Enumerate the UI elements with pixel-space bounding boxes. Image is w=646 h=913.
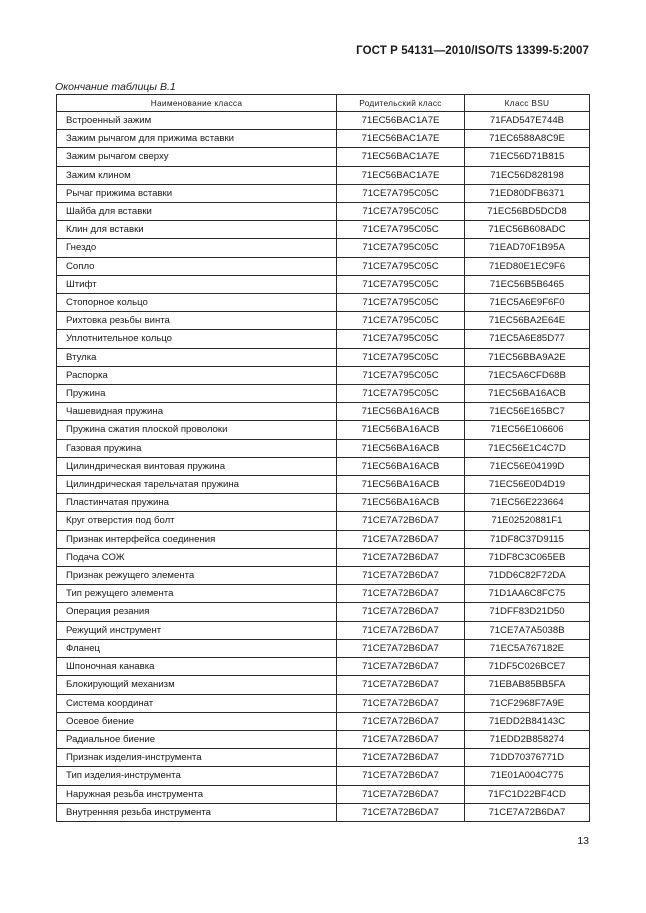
cell-parent-class: 71CE7A795C05C [337, 203, 465, 221]
cell-class-name: Внутренняя резьба инструмента [57, 803, 337, 821]
cell-class-name: Признак изделия-инструмента [57, 749, 337, 767]
cell-class-name: Круг отверстия под болт [57, 512, 337, 530]
cell-bsu-class: 71EC56BBA9A2E [465, 348, 590, 366]
cell-bsu-class: 71DF8C37D9115 [465, 530, 590, 548]
cell-bsu-class: 71EC56E106606 [465, 421, 590, 439]
cell-bsu-class: 71FAD547E744B [465, 112, 590, 130]
cell-bsu-class: 71EC56D828198 [465, 166, 590, 184]
table-row [57, 457, 590, 475]
cell-parent-class: 71CE7A72B6DA7 [337, 749, 465, 767]
cell-parent-class: 71CE7A72B6DA7 [337, 694, 465, 712]
table-row [57, 603, 590, 621]
table-row [57, 785, 590, 803]
cell-class-name: Штифт [57, 275, 337, 293]
cell-class-name: Тип режущего элемента [57, 585, 337, 603]
cell-bsu-class: 71E02520881F1 [465, 512, 590, 530]
cell-class-name: Осевое биение [57, 712, 337, 730]
cell-bsu-class: 71DF8C3C065EB [465, 548, 590, 566]
cell-class-name: Шпоночная канавка [57, 658, 337, 676]
column-header-parent-class: Родительский класс [337, 95, 465, 112]
table-row [57, 221, 590, 239]
cell-bsu-class: 71CE7A7A5038B [465, 621, 590, 639]
table-row [57, 567, 590, 585]
table-row [57, 166, 590, 184]
cell-parent-class: 71CE7A72B6DA7 [337, 639, 465, 657]
cell-bsu-class: 71ED80E1EC9F6 [465, 257, 590, 275]
cell-class-name: Фланец [57, 639, 337, 657]
cell-class-name: Рычаг прижима вставки [57, 184, 337, 202]
cell-parent-class: 71CE7A72B6DA7 [337, 658, 465, 676]
table-row [57, 421, 590, 439]
cell-bsu-class: 71DD6C82F72DA [465, 567, 590, 585]
cell-class-name: Подача СОЖ [57, 548, 337, 566]
cell-parent-class: 71EC56BAC1A7E [337, 130, 465, 148]
cell-bsu-class: 71EC56B5B6465 [465, 275, 590, 293]
table-row [57, 403, 590, 421]
cell-class-name: Втулка [57, 348, 337, 366]
table-row [57, 621, 590, 639]
table-row [57, 676, 590, 694]
cell-class-name: Блокирующий механизм [57, 676, 337, 694]
table-row [57, 330, 590, 348]
cell-class-name: Сопло [57, 257, 337, 275]
cell-bsu-class: 71EC56BA16ACB [465, 385, 590, 403]
cell-parent-class: 71EC56BAC1A7E [337, 148, 465, 166]
table-row [57, 730, 590, 748]
cell-bsu-class: 71EC6588A8C9E [465, 130, 590, 148]
cell-parent-class: 71EC56BAC1A7E [337, 166, 465, 184]
cell-bsu-class: 71EC56D71B815 [465, 148, 590, 166]
table-body [57, 112, 590, 822]
table-row [57, 476, 590, 494]
cell-parent-class: 71CE7A795C05C [337, 221, 465, 239]
cell-parent-class: 71CE7A795C05C [337, 312, 465, 330]
cell-class-name: Зажим рычагом для прижима вставки [57, 130, 337, 148]
table-row [57, 239, 590, 257]
cell-bsu-class: 71EC56E0D4D19 [465, 476, 590, 494]
cell-bsu-class: 71EC56B608ADC [465, 221, 590, 239]
column-header-bsu-class: Класс BSU [465, 95, 590, 112]
class-table [56, 94, 590, 822]
cell-bsu-class: 71EC56E165BC7 [465, 403, 590, 421]
cell-class-name: Зажим рычагом сверху [57, 148, 337, 166]
table-row [57, 439, 590, 457]
cell-class-name: Встроенный зажим [57, 112, 337, 130]
table-row [57, 348, 590, 366]
cell-parent-class: 71CE7A795C05C [337, 385, 465, 403]
table-row [57, 312, 590, 330]
table-row [57, 203, 590, 221]
cell-parent-class: 71CE7A72B6DA7 [337, 603, 465, 621]
table-row [57, 658, 590, 676]
table-row [57, 694, 590, 712]
cell-class-name: Зажим клином [57, 166, 337, 184]
cell-bsu-class: 71DD70376771D [465, 749, 590, 767]
table-row [57, 366, 590, 384]
cell-parent-class: 71CE7A72B6DA7 [337, 567, 465, 585]
table-row [57, 275, 590, 293]
table-row [57, 749, 590, 767]
cell-parent-class: 71EC56BA16ACB [337, 403, 465, 421]
cell-bsu-class: 71CE7A72B6DA7 [465, 803, 590, 821]
cell-class-name: Рихтовка резьбы винта [57, 312, 337, 330]
cell-class-name: Клин для вставки [57, 221, 337, 239]
cell-class-name: Уплотнительное кольцо [57, 330, 337, 348]
cell-parent-class: 71CE7A72B6DA7 [337, 621, 465, 639]
cell-bsu-class: 71EC5A6E85D77 [465, 330, 590, 348]
cell-class-name: Режущий инструмент [57, 621, 337, 639]
cell-bsu-class: 71EC5A6CFD68B [465, 366, 590, 384]
cell-parent-class: 71CE7A795C05C [337, 184, 465, 202]
table-row [57, 130, 590, 148]
cell-parent-class: 71CE7A795C05C [337, 239, 465, 257]
cell-parent-class: 71CE7A72B6DA7 [337, 585, 465, 603]
cell-class-name: Чашевидная пружина [57, 403, 337, 421]
cell-bsu-class: 71EC5A6E9F6F0 [465, 294, 590, 312]
table-row [57, 712, 590, 730]
table-row [57, 294, 590, 312]
cell-class-name: Пластинчатая пружина [57, 494, 337, 512]
table-row [57, 585, 590, 603]
cell-bsu-class: 71EAD70F1B95A [465, 239, 590, 257]
cell-class-name: Система координат [57, 694, 337, 712]
table-header-row [57, 95, 590, 112]
cell-class-name: Газовая пружина [57, 439, 337, 457]
cell-bsu-class: 71EC56E04199D [465, 457, 590, 475]
cell-parent-class: 71CE7A795C05C [337, 275, 465, 293]
cell-parent-class: 71EC56BA16ACB [337, 494, 465, 512]
table-row [57, 148, 590, 166]
cell-parent-class: 71CE7A72B6DA7 [337, 730, 465, 748]
cell-bsu-class: 71EDD2B858274 [465, 730, 590, 748]
cell-class-name: Признак режущего элемента [57, 567, 337, 585]
cell-bsu-class: 71DFF83D21D50 [465, 603, 590, 621]
cell-parent-class: 71CE7A795C05C [337, 294, 465, 312]
table-row [57, 803, 590, 821]
cell-bsu-class: 71EC56E1C4C7D [465, 439, 590, 457]
cell-parent-class: 71CE7A795C05C [337, 348, 465, 366]
cell-bsu-class: 71ED80DFB6371 [465, 184, 590, 202]
document-header: ГОСТ Р 54131—2010/ISO/TS 13399-5:2007 [356, 45, 589, 57]
cell-bsu-class: 71E01A004C775 [465, 767, 590, 785]
cell-class-name: Цилиндрическая винтовая пружина [57, 457, 337, 475]
cell-class-name: Цилиндрическая тарельчатая пружина [57, 476, 337, 494]
cell-parent-class: 71CE7A72B6DA7 [337, 530, 465, 548]
table-row [57, 548, 590, 566]
cell-bsu-class: 71EC56BA2E64E [465, 312, 590, 330]
cell-bsu-class: 71D1AA6C8FC75 [465, 585, 590, 603]
cell-parent-class: 71CE7A795C05C [337, 366, 465, 384]
page-number: 13 [577, 835, 589, 847]
cell-parent-class: 71EC56BA16ACB [337, 421, 465, 439]
cell-class-name: Радиальное биение [57, 730, 337, 748]
cell-parent-class: 71CE7A795C05C [337, 330, 465, 348]
cell-bsu-class: 71CF2968F7A9E [465, 694, 590, 712]
cell-parent-class: 71EC56BAC1A7E [337, 112, 465, 130]
table-caption: Окончание таблицы В.1 [55, 81, 176, 93]
cell-parent-class: 71EC56BA16ACB [337, 476, 465, 494]
cell-parent-class: 71CE7A72B6DA7 [337, 512, 465, 530]
table-row [57, 767, 590, 785]
cell-parent-class: 71CE7A72B6DA7 [337, 803, 465, 821]
cell-bsu-class: 71EC56E223664 [465, 494, 590, 512]
table-row [57, 184, 590, 202]
cell-class-name: Пружина [57, 385, 337, 403]
cell-class-name: Пружина сжатия плоской проволоки [57, 421, 337, 439]
cell-parent-class: 71CE7A72B6DA7 [337, 785, 465, 803]
cell-parent-class: 71EC56BA16ACB [337, 439, 465, 457]
cell-class-name: Признак интерфейса соединения [57, 530, 337, 548]
table-row [57, 530, 590, 548]
cell-parent-class: 71CE7A72B6DA7 [337, 676, 465, 694]
cell-bsu-class: 71EDD2B84143C [465, 712, 590, 730]
table-row [57, 112, 590, 130]
cell-bsu-class: 71FC1D22BF4CD [465, 785, 590, 803]
cell-class-name: Наружная резьба инструмента [57, 785, 337, 803]
cell-parent-class: 71CE7A72B6DA7 [337, 767, 465, 785]
column-header-class-name: Наименование класса [57, 95, 337, 112]
table-row [57, 385, 590, 403]
cell-class-name: Операция резания [57, 603, 337, 621]
cell-class-name: Шайба для вставки [57, 203, 337, 221]
table-row [57, 512, 590, 530]
cell-bsu-class: 71EC56BD5DCD8 [465, 203, 590, 221]
cell-class-name: Тип изделия-инструмента [57, 767, 337, 785]
cell-class-name: Стопорное кольцо [57, 294, 337, 312]
table-row [57, 257, 590, 275]
cell-bsu-class: 71DF5C026BCE7 [465, 658, 590, 676]
cell-class-name: Гнездо [57, 239, 337, 257]
table-row [57, 494, 590, 512]
cell-parent-class: 71EC56BA16ACB [337, 457, 465, 475]
cell-bsu-class: 71EC5A767182E [465, 639, 590, 657]
cell-parent-class: 71CE7A72B6DA7 [337, 712, 465, 730]
cell-class-name: Распорка [57, 366, 337, 384]
table-row [57, 639, 590, 657]
cell-bsu-class: 71EBAB85BB5FA [465, 676, 590, 694]
cell-parent-class: 71CE7A795C05C [337, 257, 465, 275]
cell-parent-class: 71CE7A72B6DA7 [337, 548, 465, 566]
